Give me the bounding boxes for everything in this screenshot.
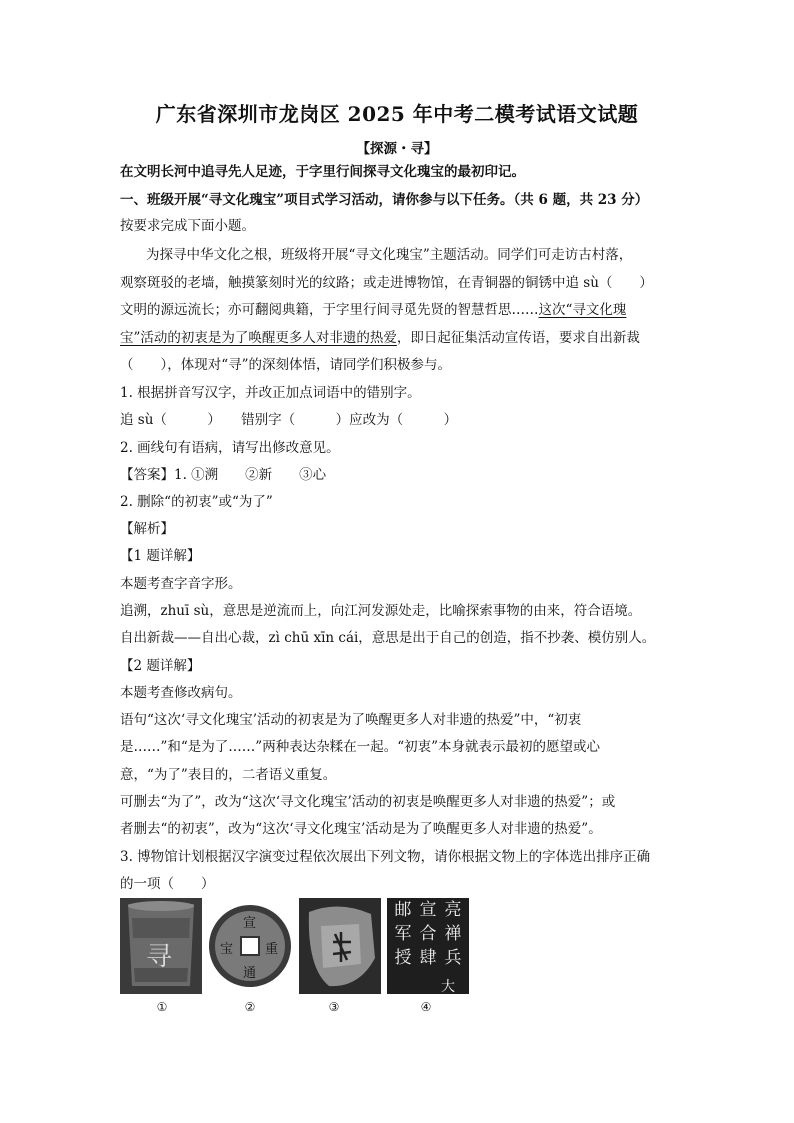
passage-line-1: 为探寻中华文化之根，班级将开展“寻文化瑰宝”主题活动。同学们可走访古村落， [146,247,633,263]
artifact-4-char: 兵 [444,948,462,968]
artifact-4-char: 亮 [444,900,462,920]
detail-2-line-1: 本题考查修改病句。 [120,685,242,701]
artifact-figures [120,898,470,998]
analysis-label: 【解析】 [120,521,174,537]
artifact-2-char-right: 重 [265,942,279,957]
artifact-2-char-top: 宣 [243,916,257,931]
question-1: 1. 根据拼音写汉字，并改正加点词语中的错别字。 [120,385,421,401]
figure-caption-1: ① [156,1000,168,1014]
document-title: 广东省深圳市龙岗区 2025 年中考二模考试语文试题 [155,102,639,126]
detail-2-line-2: 语句“这次‘寻文化瑰宝’活动的初衷是为了唤醒更多人对非遗的热爱”中，“初衷 [120,712,582,728]
artifact-2-char-left: 宝 [220,942,234,957]
detail-2-line-3: 是……”和“是为了……”两种表达杂糅在一起。“初衷”本身就表示最初的愿望或心 [120,739,601,755]
detail-1-line-2: 追溯，zhuī sù，意思是逆流而上，向江河发源处走，比喻探索事物的由来，符合语境。 [120,603,642,619]
underlined-sentence-end: 宝”活动的初衷是为了唤醒更多人对非遗的热爱 [120,330,397,346]
question-1-blanks: 追 sù（ ） 错别字（ ）应改为（ ） [120,412,458,428]
artifact-4-char-last: 大 [441,979,455,994]
intro-line: 在文明长河中追寻先人足迹，于字里行间探寻文化瑰宝的最初印记。 [120,164,525,180]
detail-1-line-1: 本题考查字音字形。 [120,576,242,592]
artifact-4-char: 邮 [394,900,412,920]
detail-2-label: 【2 题详解】 [120,658,201,674]
passage-line-4 [120,329,680,347]
figure-caption-2: ② [244,1000,256,1014]
detail-1-label: 【1 题详解】 [120,548,201,564]
artifact-4-char: 宣 [419,900,437,920]
artifact-3-carving [299,898,381,994]
artifact-4-characters [391,900,465,968]
underlined-sentence-start: 这次“寻文化瑰 [538,302,627,318]
question-3-line-2: 的一项（ ） [120,876,215,892]
section-subtitle: 【探源・寻】 [356,141,438,157]
detail-2-line-6: 者删去“的初衷”，改为“这次‘寻文化瑰宝’活动是为了唤醒更多人对非遗的热爱”。 [120,821,602,837]
question-3-line-1: 3. 博物馆计划根据汉字演变过程依次展出下列文物，请你根据文物上的字体选出排序正确 [120,849,651,865]
artifact-4-char: 肆 [419,948,437,968]
artifact-4-char: 禅 [444,924,462,944]
answer-1: 【答案】1. ①溯 ②新 ③心 [120,467,327,483]
artifact-2-char-bottom: 通 [243,966,257,981]
figure-caption-4: ④ [420,1000,432,1014]
artifact-4-char: 合 [419,924,437,944]
artifact-4-char: 军 [394,924,412,944]
detail-2-line-5: 可删去“为了”，改为“这次‘寻文化瑰宝’活动的初衷是唤醒更多人对非遗的热爱”；或 [120,794,616,810]
artifact-4-char: 授 [394,948,412,968]
artifact-2-coin [207,898,293,994]
answer-2: 2. 删除“的初衷”或“为了” [120,494,273,510]
artifact-1-character: 寻 [146,942,173,972]
detail-2-line-4: 意，“为了”表目的，二者语义重复。 [120,767,337,783]
question-2: 2. 画线句有语病，请写出修改意见。 [120,440,340,456]
passage-line-4-text: ，即日起征集活动宣传语，要求自出新裁 [396,330,640,346]
detail-1-line-3: 自出新裁——自出心裁，zì chū xīn cái，意思是出于自己的创造，指不抄袭、模仿别人。 [120,630,656,646]
figure-caption-3: ③ [328,1000,340,1014]
passage-line-5: （ ），体现对“寻”的深刻体悟，请同学们积极参与。 [120,357,452,373]
artifact-4-stele-rubbing [387,898,469,994]
passage-line-3 [120,301,680,319]
section1-heading: 一、班级开展“寻文化瑰宝”项目式学习活动，请你参与以下任务。（共 6 题，共 23 分） [120,192,649,208]
passage-line-2: 观察斑驳的老墙，触摸篆刻时光的纹路；或走进博物馆，在青铜器的铜锈中追 sù（ ） [120,275,653,291]
artifact-1-bronze-cup [120,898,202,994]
instruction-line: 按要求完成下面小题。 [120,218,255,234]
passage-line-3-text: 文明的源远流长；亦可翻阅典籍，于字里行间寻觅先贤的智慧哲思…… [120,302,539,318]
